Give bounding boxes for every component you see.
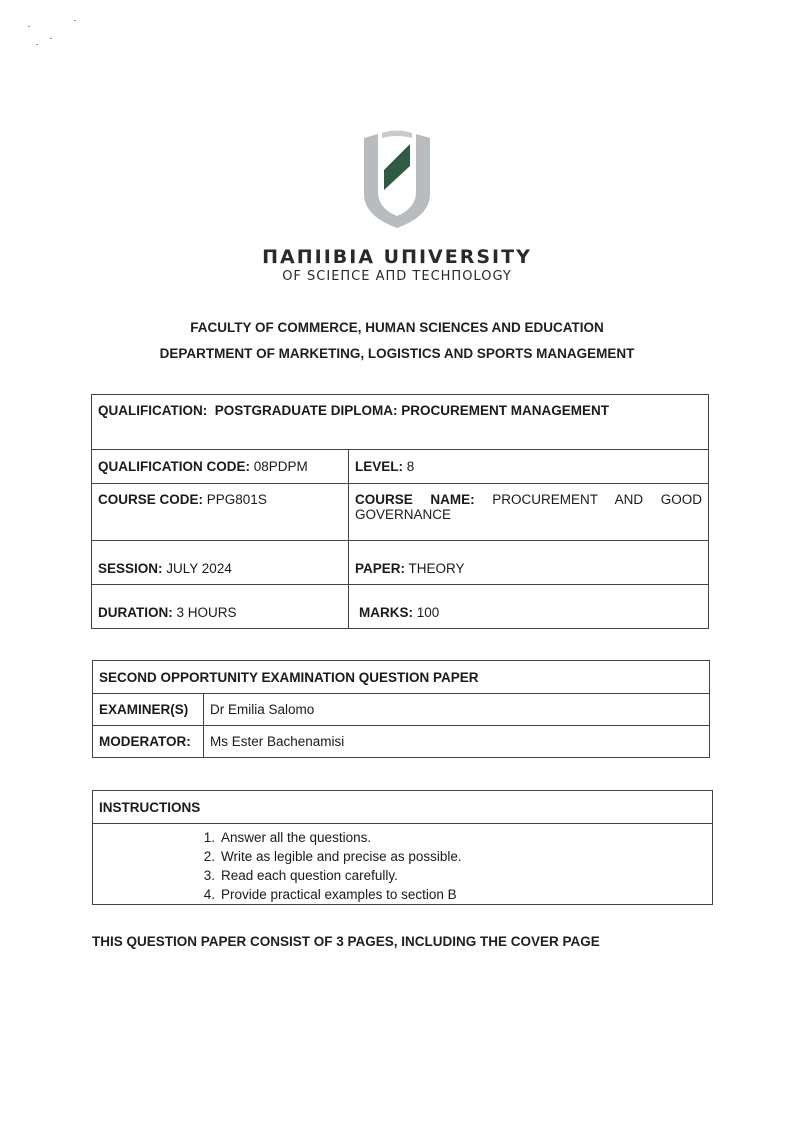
qualification-value: POSTGRADUATE DIPLOMA: PROCUREMENT MANAGEMENT: [214, 403, 609, 418]
course-code-value: PPG801S: [206, 492, 267, 507]
course-name-value: PROCUREMENT AND GOOD: [492, 492, 702, 507]
examiner-value: Dr Emilia Salomo: [204, 694, 710, 726]
qualification-cell: [92, 395, 709, 450]
course-code-label: COURSE CODE:: [98, 492, 204, 507]
session-label: SESSION:: [98, 561, 163, 576]
university-logo: [0, 130, 794, 235]
course-name-label: COURSE NAME:: [355, 492, 475, 507]
scan-speck: [28, 26, 30, 27]
qualification-label: QUALIFICATION:: [98, 403, 208, 418]
university-subtitle: OF SCIEΠCE AΠD TECHΠOLOGY: [282, 269, 512, 284]
course-name-line1: [355, 492, 702, 507]
session-value: JULY 2024: [166, 561, 232, 576]
instructions-table: [92, 790, 713, 905]
marks-cell: [349, 585, 709, 629]
duration-label: DURATION:: [98, 605, 173, 620]
list-item-text: Read each question carefully.: [221, 868, 398, 883]
page-count-note: THIS QUESTION PAPER CONSIST OF 3 PAGES, INCLUDING THE COVER PAGE: [92, 934, 600, 949]
list-item: [193, 828, 706, 847]
list-item-number: 2.: [203, 849, 215, 864]
list-item-number: 3.: [203, 868, 215, 883]
list-item-text: Answer all the questions.: [221, 830, 372, 845]
duration-cell: [92, 585, 349, 629]
exam-info-table: [92, 660, 710, 758]
marks-value: 100: [416, 605, 440, 620]
qualification-code-value: 08PDPM: [253, 459, 308, 474]
moderator-label: MODERATOR:: [93, 726, 204, 758]
list-item-text: Write as legible and precise as possible.: [221, 849, 462, 864]
list-item: [193, 847, 706, 866]
level-value: 8: [406, 459, 415, 474]
list-item: [193, 885, 706, 904]
session-cell: [92, 541, 349, 585]
university-shield-icon: [352, 130, 442, 230]
university-name: ΠΑΠΙΙΒΙΑ UΠΙVERSITY: [262, 246, 532, 268]
exam-title: SECOND OPPORTUNITY EXAMINATION QUESTION PAPER: [93, 661, 710, 694]
scan-speck: [36, 44, 38, 45]
course-code-cell: [92, 484, 349, 541]
list-item-text: Provide practical examples to section B: [221, 887, 457, 902]
list-item-number: 1.: [203, 830, 215, 845]
instructions-heading: INSTRUCTIONS: [93, 791, 713, 824]
qualification-code-label: QUALIFICATION CODE:: [98, 459, 250, 474]
course-name-line2: GOVERNANCE: [355, 507, 452, 522]
list-item: [193, 866, 706, 885]
qualification-code-cell: [92, 450, 349, 484]
marks-label: MARKS:: [359, 605, 413, 620]
list-item-number: 4.: [203, 887, 215, 902]
scan-speck: [74, 20, 76, 21]
moderator-value: Ms Ester Bachenamisi: [204, 726, 710, 758]
duration-value: 3 HOURS: [176, 605, 237, 620]
paper-cell: [349, 541, 709, 585]
level-label: LEVEL:: [355, 459, 404, 474]
scan-speck: [50, 38, 52, 39]
paper-label: PAPER:: [355, 561, 406, 576]
paper-value: THEORY: [408, 561, 465, 576]
examiner-label: EXAMINER(S): [93, 694, 204, 726]
course-name-cell: [349, 484, 709, 541]
faculty-heading: FACULTY OF COMMERCE, HUMAN SCIENCES AND EDUCATION: [190, 320, 604, 335]
instructions-list: [99, 824, 706, 904]
qualification-table: [91, 394, 709, 629]
department-heading: DEPARTMENT OF MARKETING, LOGISTICS AND SPORTS MANAGEMENT: [159, 346, 635, 361]
instructions-body: [93, 824, 713, 905]
level-cell: [349, 450, 709, 484]
